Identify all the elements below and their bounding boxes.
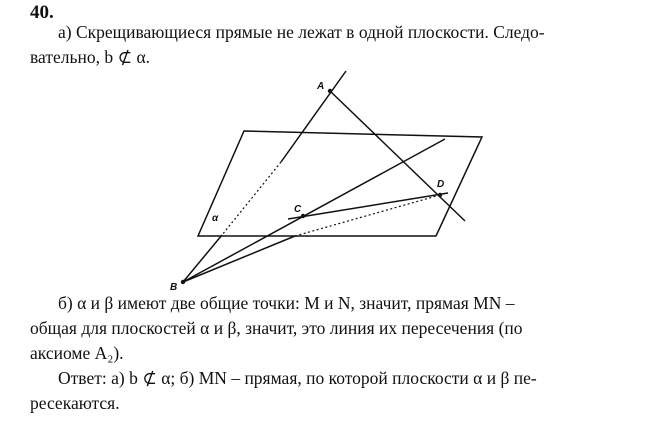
line-bd-hidden (295, 195, 440, 236)
line-cd (288, 193, 448, 219)
answer-line-1: Ответ: а) b ⊄ α; б) MN – прямая, по которой плоскости α и β пе- (58, 368, 537, 388)
point-d (438, 193, 442, 197)
label-b: B (170, 282, 178, 293)
label-d: D (437, 179, 445, 190)
label-c: C (294, 204, 302, 215)
answer-line-2: ресекаются. (30, 393, 120, 413)
part-b-text (30, 291, 626, 366)
part-a-line-2: вательно, b ⊄ α. (30, 47, 151, 67)
line-b-hidden (222, 162, 281, 235)
label-alpha: α (212, 213, 219, 224)
problem-number: 40. (30, 2, 54, 23)
line-b-upper (281, 71, 346, 162)
label-a: A (317, 81, 325, 92)
line-bd-visible (183, 236, 295, 282)
part-b-line-3: аксиоме A₂). (30, 343, 124, 363)
part-a-line-1: а) Скрещивающиеся прямые не лежат в одной плоскости. Следо- (58, 22, 545, 42)
point-b (181, 280, 185, 284)
answer-text (30, 366, 626, 416)
part-b-line-1: б) α и β имеют две общие точки: M и N, значит, прямая MN – (58, 293, 515, 313)
part-b-line-2: общая для плоскостей α и β, значит, это линия их пересечения (по (30, 318, 523, 338)
point-a (328, 89, 332, 93)
point-c (301, 214, 305, 218)
line-b-lower (183, 235, 222, 282)
line-bc (183, 139, 445, 282)
